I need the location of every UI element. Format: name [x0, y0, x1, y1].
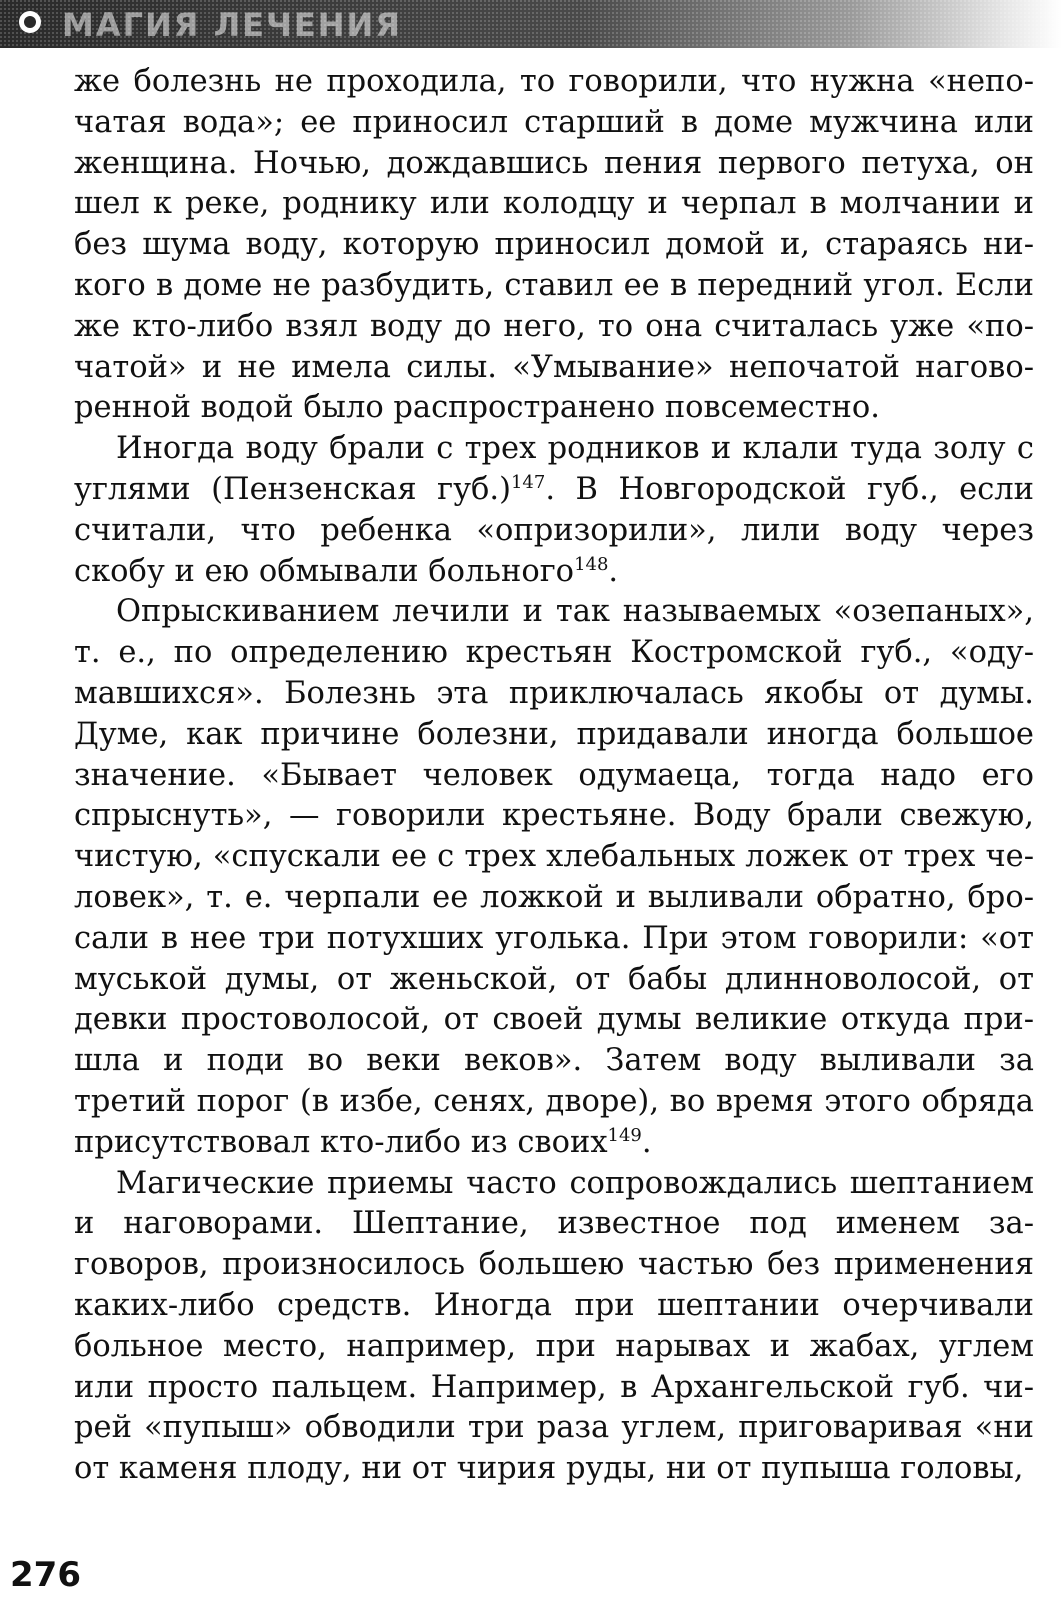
paragraph-1 — [74, 62, 1034, 429]
footnote-ref-149: 149 — [607, 1124, 642, 1146]
paragraph-3-tail: . — [641, 1124, 652, 1160]
paragraph-3-text: Опрыскиванием лечили и так называемых «озепаных», т. е., по определению крестьян Костромской губ., «одумавшихся». Болезнь эта приключалась якобы от думы. Думе, как причине болезни, придавали иногда большое значение. «Бывает человек одумаеца, тогда надо его спрыснуть», — говорили крестьяне. Воду брали свежую, чистую, «спускали ее с трех хлебальных ложек от трех человек», т. е. черпали ее ложкой и выливали обратно, бросали в нее три потухших уголька. При этом говорили: «от муськой думы, от женьской, от бабы длинноволосой, от девки простоволосой, от своей думы великие откуда пришла и поди во веки веков». Затем воду выливали за третий порог (в избе, сенях, дворе), во время этого обряда присутствовал кто-либо из своих — [74, 594, 1034, 1160]
running-header-title: МАГИЯ ЛЕЧЕНИЯ — [62, 6, 402, 44]
footnote-ref-148: 148 — [574, 553, 609, 575]
paragraph-2-text-after: . В Новгородской губ., если считали, что ребенка «опризорили», лили воду через скобу и ею обмывали больного — [74, 471, 1034, 589]
paragraph-2 — [74, 429, 1034, 592]
paragraph-4-text: Магические приемы часто сопровождались шептанием и наговорами. Шептание, известное под именем заговоров, произносилось большею частью без применения каких-либо средств. Иногда при шептании очерчивали больное место, например, при нарывах и жабах, углем или просто пальцем. Например, в Архангельской губ. чирей «пупыш» обводили три раза углем, приговаривая «ни от каменя плоду, ни от чирия руды, ни от пупыша головы, — [74, 1165, 1034, 1487]
footnote-ref-147: 147 — [510, 471, 546, 493]
page-number: 276 — [10, 1555, 81, 1595]
paragraph-2-text: Иногда воду брали с трех родников и клали туда золу с углями (Пензенская губ.) — [74, 431, 1034, 507]
paragraph-1-text: же болезнь не проходила, то говорили, что нужна «непочатая вода»; ее приносил старший в доме мужчина или женщина. Ночью, дождавшись пения первого петуха, он шел к реке, роднику или колодцу и черпал в молчании и без шума воду, которую приносил домой и, стараясь никого в доме не разбудить, ставил ее в передний угол. Если же кто-либо взял воду до него, то она считалась уже «початой» и не имела силы. «Умывание» непочатой наговоренной водой было распространено повсеместно. — [74, 64, 1034, 426]
running-header — [0, 0, 1062, 48]
page-body — [74, 62, 1034, 1490]
paragraph-2-tail: . — [608, 553, 619, 589]
paragraph-4 — [74, 1164, 1034, 1490]
paragraph-3 — [74, 592, 1034, 1163]
